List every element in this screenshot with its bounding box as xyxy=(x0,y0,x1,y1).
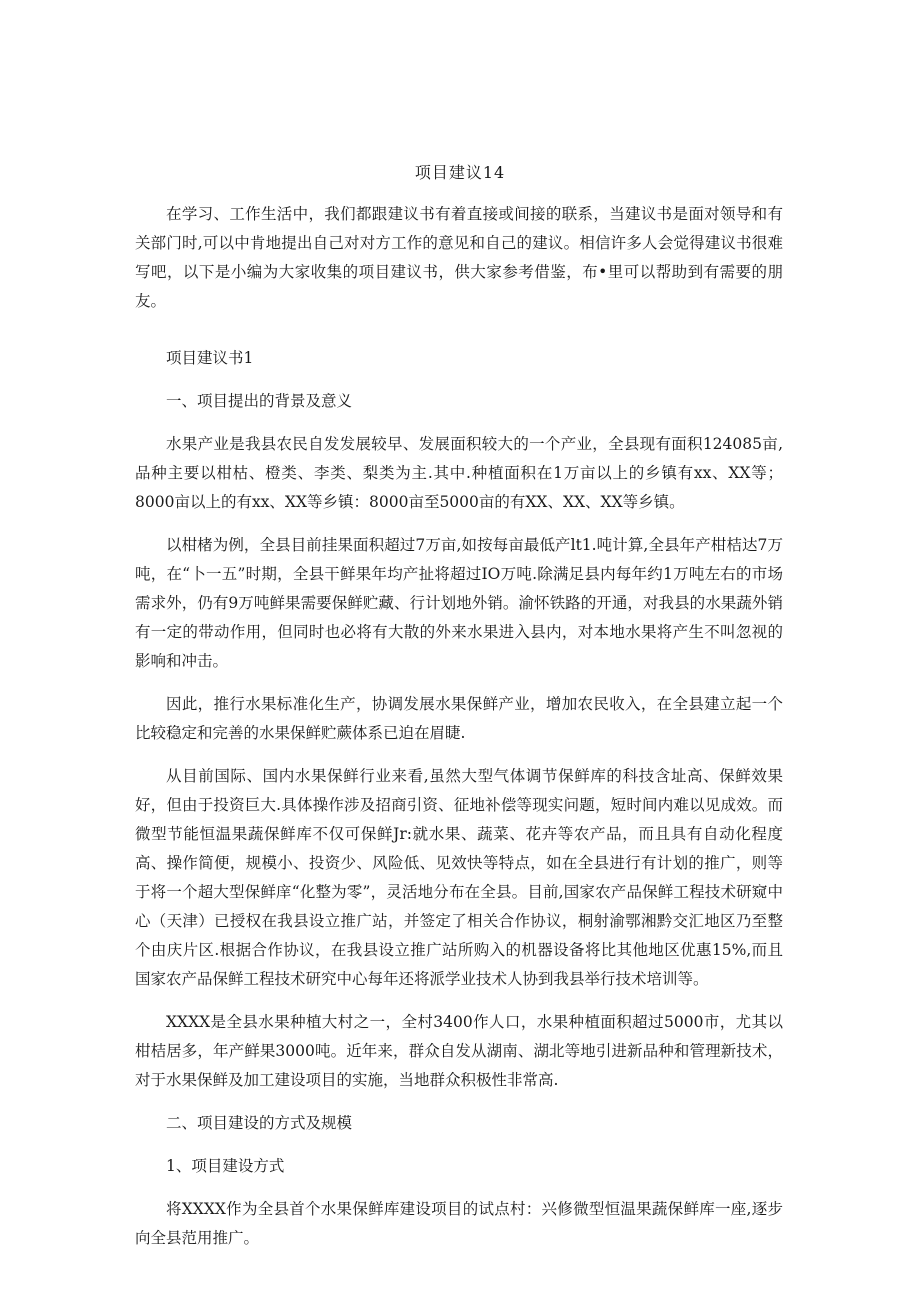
subsection-heading-1: 1、项目建设方式 xyxy=(166,1157,285,1175)
section-heading-2: 二、项目建设的方式及规模 xyxy=(166,1114,353,1132)
document-body xyxy=(135,200,783,1267)
paragraph-5: XXXX是全县水果种植大村之一，全村3400作人口，水果种植面积超过5000市，尤其以柑桔居多，年产鲜果3000吨。近年来，群众自发从湖南、湖北等地引进新品种和管理新技术，对于水果保鲜及加工建设项目的实施，当地群众积极性非常高. xyxy=(135,1013,783,1089)
section-heading-1: 一、项目提出的背景及意义 xyxy=(166,392,353,410)
document-title: 项目建议14 xyxy=(414,163,506,182)
paragraph-6: 将XXXX作为全县首个水果保鲜库建设项目的试点村：兴修微型恒温果蔬保鲜库一座,逐步向全县范用推广。 xyxy=(135,1200,783,1247)
subtitle-heading: 项目建议书1 xyxy=(166,349,254,367)
paragraph-4: 从目前国际、国内水果保鲜行业来看,虽然大型气体调节保鲜库的科技含址高、保鲜效果好，但由于投资巨大.具体操作涉及招商引资、征地补偿等现实问题，短时间内难以见成效。而微型节能恒温果蔬保鲜库不仅可保鲜Jr:就水果、蔬菜、花卉等农产品，而且具有自动化程度高、操作简便，规模小、投资少、风险低、见效快等特点，如在全县进行有计划的推广，则等于将一个超大型保鲜庠“化整为零”，灵活地分布在全县。目前,国家农产品保鲜工程技术研窥中心（天津）已授权在我县设立推广站，并签定了相关合作协议，桐射渝鄂湘黔交汇地区乃至整个由庆片区.根据合作协议，在我县设立推广站所购入的机器设备将比其他地区优惠15%,而且国家农产品保鲜工程技术研究中心每年还将派学业技术人协到我县举行技术培训等。 xyxy=(135,767,783,988)
paragraph-3: 因此，推行水果标准化生产，协调发展水果保鲜产业，增加农民收入，在全县建立起一个比较稳定和完善的水果保鲜贮蕨体系已迫在眉睫. xyxy=(135,695,783,742)
intro-paragraph: 在学习、工作生活中，我们都跟建议书有着直接或间接的联系，当建议书是面对领导和有关部门时,可以中肯地提出自己对对方工作的意见和自己的建议。相信许多人会觉得建议书很难写吧，以下是小编为大家收集的项目建议书，供大家参考借鉴，布•里可以帮助到有需要的朋友。 xyxy=(135,205,783,310)
paragraph-1: 水果产业是我县农民自发发展较早、发展面积较大的一个产业，全县现有面积124085亩,品种主要以柑枯、橙类、李类、梨类为主.其中.种植面积在1万亩以上的乡镇有xx、XX等；8000亩以上的有xx、XX等乡镇：8000亩至5000亩的有XX、XX、XX等乡镇。 xyxy=(135,435,783,511)
paragraph-2: 以柑楮为例，全县目前挂果面积超过7万亩,如按每亩最低产lt1.吨计算,全县年产柑桔达7万吨，在“卜一五”时期，全县干鲜果年均产扯将超过IO万吨.除满足县内每年约1万吨左右的市场需求外，仍有9万吨鲜果需要保鲜贮藏、行计划地外销。渝怀铁路的开通，对我县的水果蔬外销有一定的带动作用，但同时也必将有大散的外来水果进入县内，对本地水果将产生不叫忽视的影响和冲击。 xyxy=(135,536,783,670)
